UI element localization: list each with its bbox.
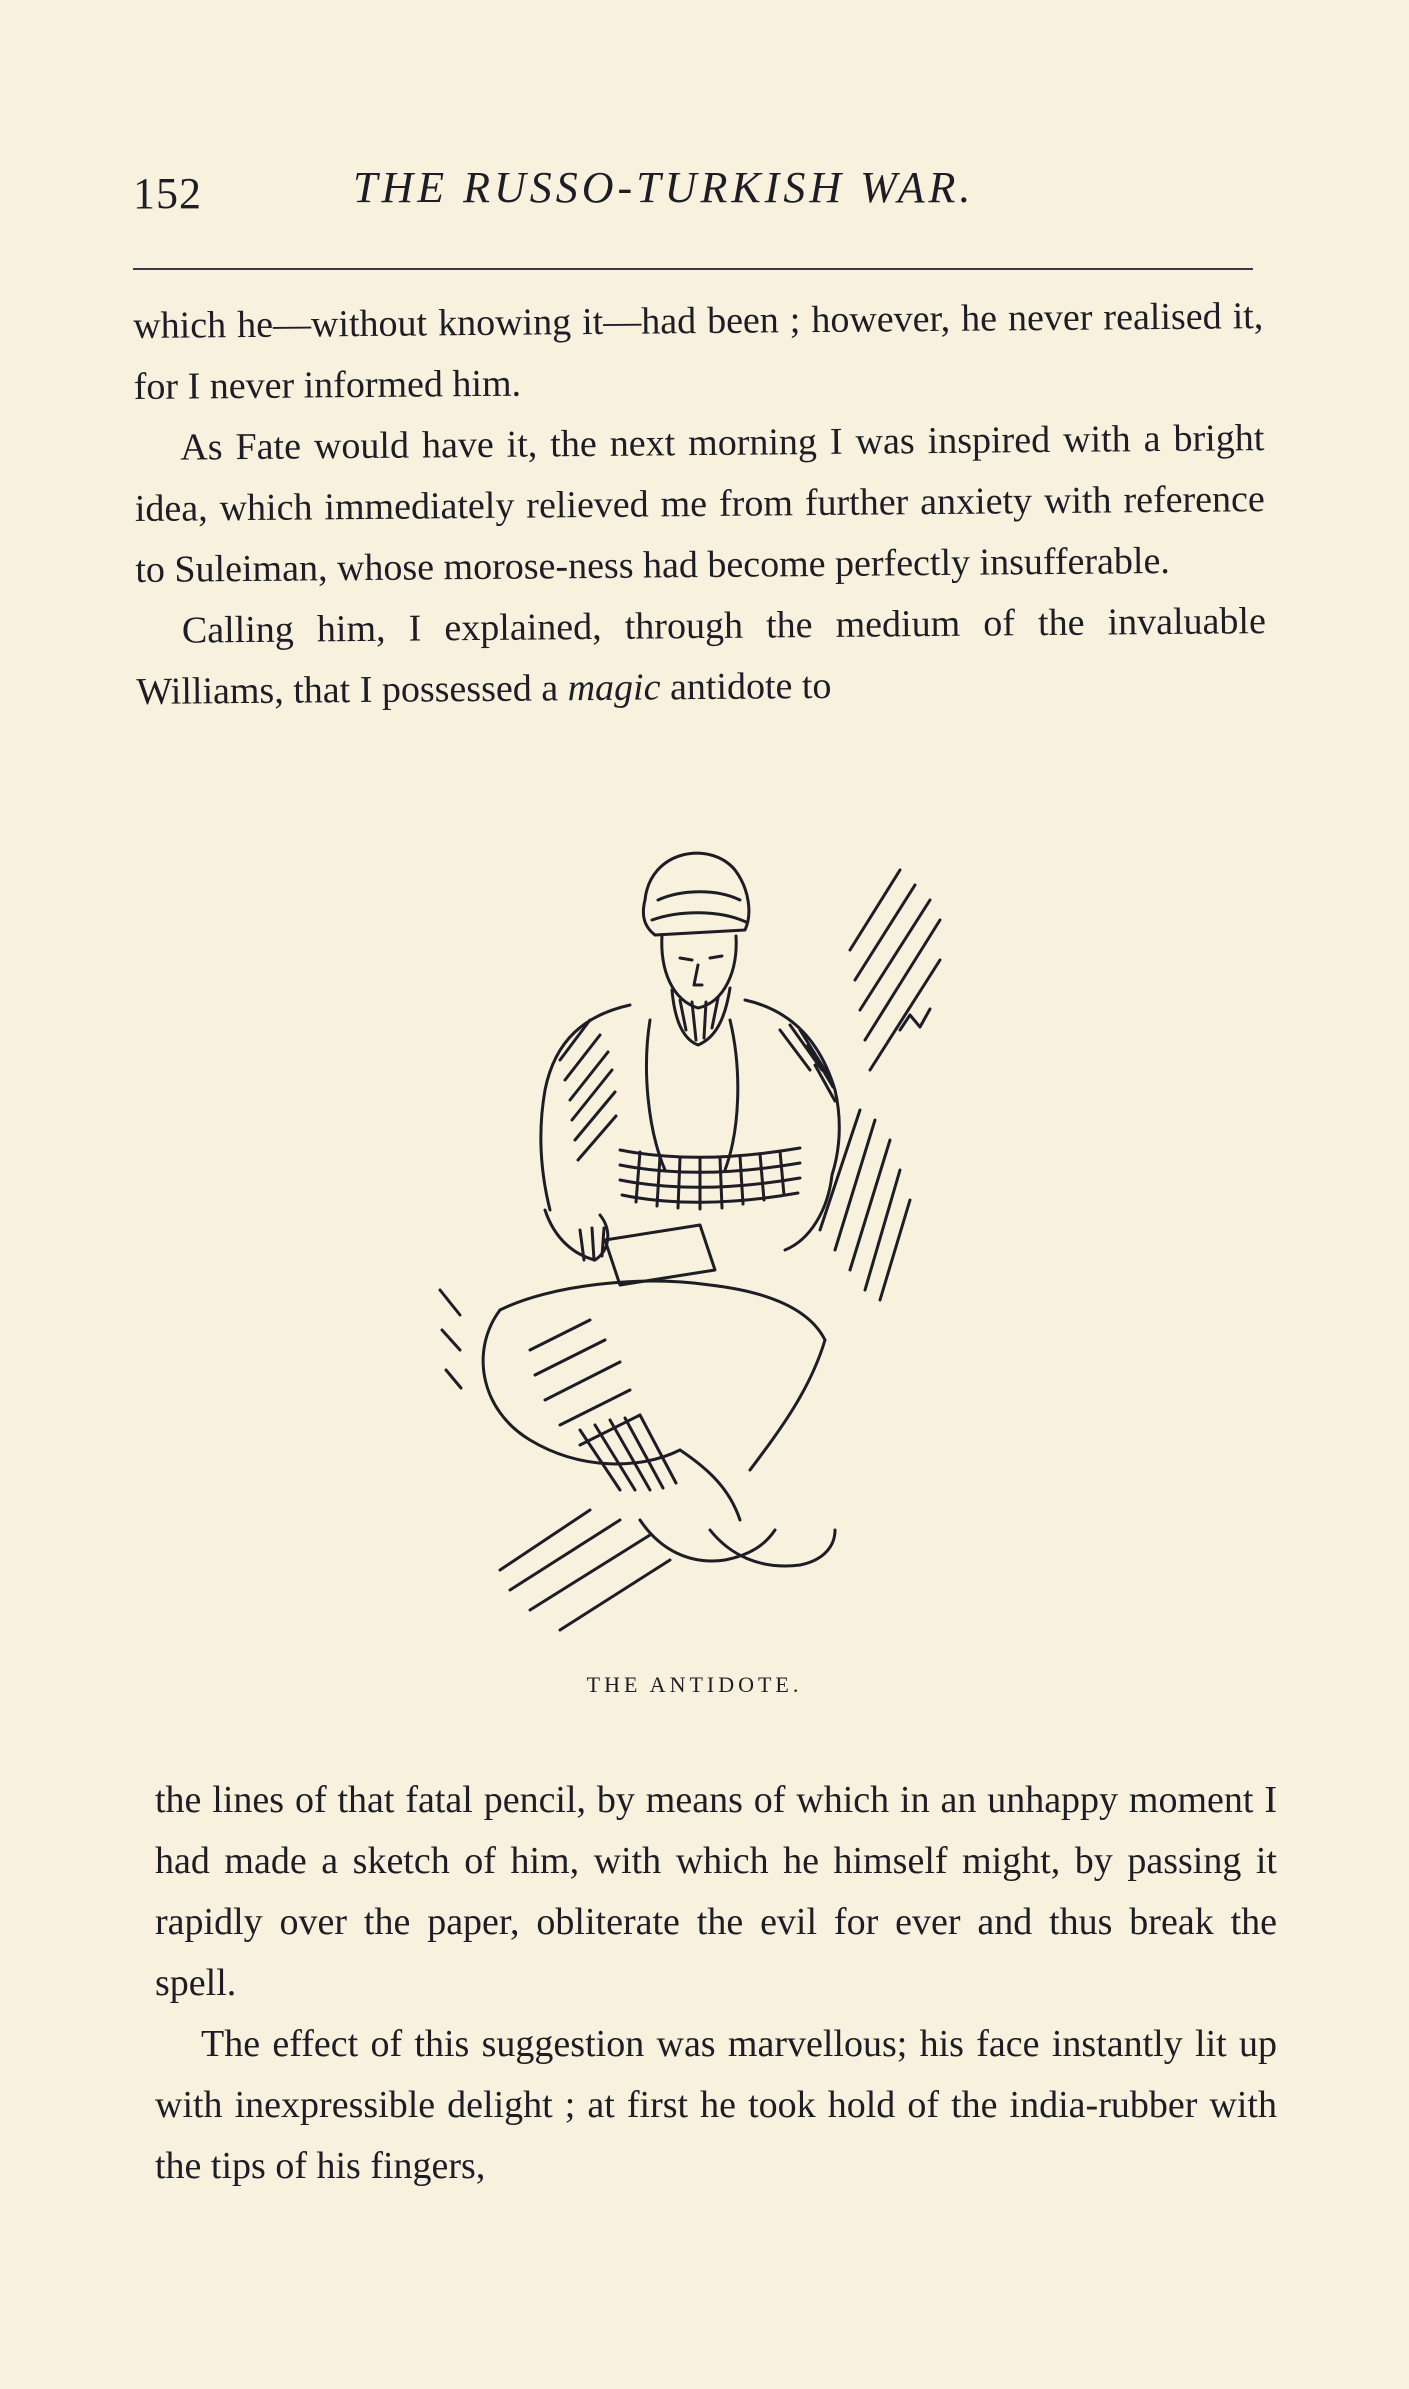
paragraph-3-text-after: antidote to xyxy=(660,664,832,709)
paragraph-5: The effect of this suggestion was marvellous; his face instantly lit up with inexpressible delight ; at first he took hold of the india-rubber with the tips of his fingers, xyxy=(155,2023,1277,2187)
text-block-bottom xyxy=(155,1770,1277,2197)
figure-caption xyxy=(0,1672,1409,1698)
illustration-seated-man xyxy=(380,830,1020,1680)
figure-caption-text: THE ANTIDOTE. xyxy=(586,1672,803,1697)
paragraph-3-text-before: Calling him, I explained, through the medium of the invaluable Williams, that I possessed a xyxy=(136,600,1267,713)
page-number: 152 xyxy=(133,169,202,218)
paragraph-2: As Fate would have it, the next morning I was inspired with a bright idea, which immediately relieved me from further anxiety with reference to Suleiman, whose morose-ness had become perfectly insufferable. xyxy=(134,417,1265,591)
paragraph-3 xyxy=(136,591,1267,723)
header-rule xyxy=(133,268,1253,270)
paragraph-1: which he—without knowing it—had been ; however, he never realised it, for I never informed him. xyxy=(133,295,1264,408)
text-block-top xyxy=(133,286,1267,723)
running-head xyxy=(133,163,1263,228)
engraving-drawing xyxy=(380,830,1020,1680)
paragraph-3-italic-word: magic xyxy=(567,666,661,710)
running-title: THE RUSSO-TURKISH WAR. xyxy=(353,163,975,212)
paragraph-4: the lines of that fatal pencil, by means of which in an unhappy moment I had made a sketch of him, with which he himself might, by passing it rapidly over the paper, obliterate the evil for ever and thus break the spell. xyxy=(155,1779,1277,2004)
